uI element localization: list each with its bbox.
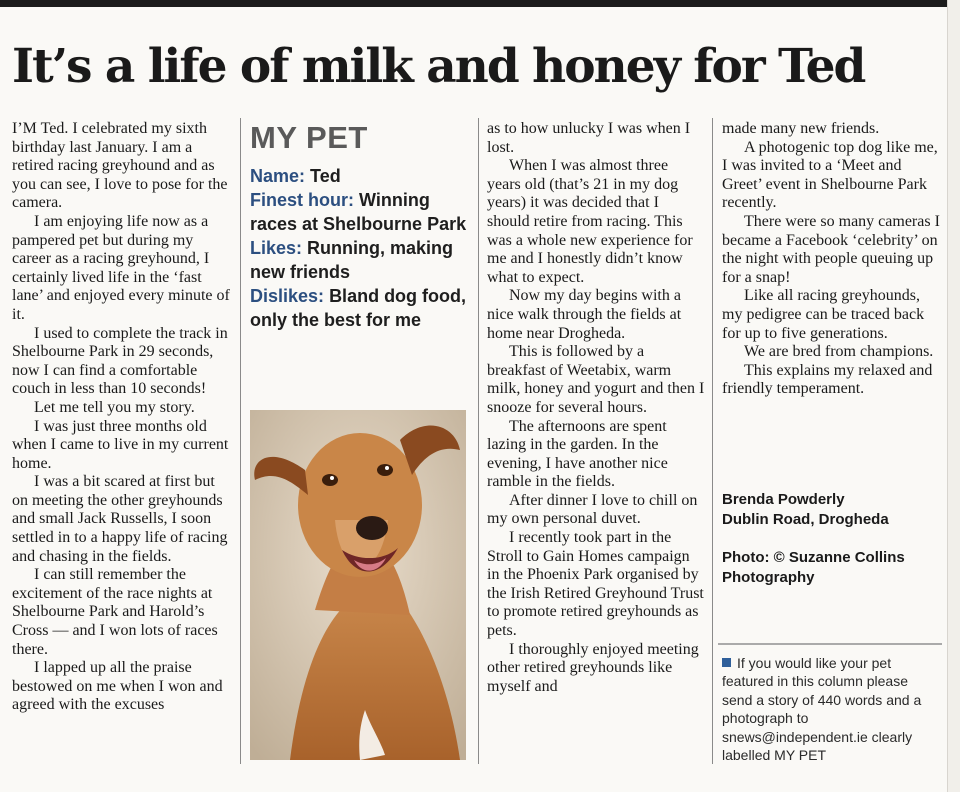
author-address: Dublin Road, Drogheda bbox=[722, 511, 889, 528]
fact-value: Bland dog food, only the best for me bbox=[250, 286, 467, 330]
fact-finest-hour bbox=[250, 188, 475, 236]
paragraph: I can still remember the excitement of the race nights at Shelbourne Park and Harold’s Cross — and I won lots of races there. bbox=[12, 566, 218, 658]
fact-likes bbox=[250, 236, 475, 284]
headline: It’s a life of milk and honey for Ted bbox=[12, 39, 865, 94]
paragraph: There were so many cameras I became a Facebook ‘celebrity’ on the night with people queuing up for a snap! bbox=[722, 212, 940, 286]
paragraph: I recently took part in the Stroll to Gain Homes campaign in the Phoenix Park organised by the Irish Retired Greyhound Trust to promote retired greyhounds as pets. bbox=[487, 529, 704, 640]
note-divider bbox=[718, 643, 942, 645]
paragraph: I thoroughly enjoyed meeting other retired greyhounds like myself and bbox=[487, 640, 699, 695]
column-divider bbox=[712, 118, 713, 764]
author-signoff bbox=[722, 490, 942, 530]
paragraph: The afternoons are spent lazing in the garden. In the evening, I have another nice ramble in the fields. bbox=[487, 417, 668, 491]
fact-dislikes bbox=[250, 284, 475, 332]
paragraph: I used to complete the track in Shelbourne Park in 29 seconds, now I can find a comfortable couch in less than 10 seconds! bbox=[12, 324, 228, 398]
fact-value: Ted bbox=[310, 166, 341, 186]
paragraph: I was just three months old when I came to live in my current home. bbox=[12, 417, 229, 472]
column-divider bbox=[478, 118, 479, 764]
paragraph: I am enjoying life now as a pampered pet but during my career as a racing greyhound, I certainly lived life in the ‘fast lane’ and enjoyed every minute of it. bbox=[12, 212, 230, 323]
fact-value: Running, making new friends bbox=[250, 238, 454, 282]
fact-value: Winning races at Shelbourne Park bbox=[250, 190, 467, 234]
paragraph: Now my day begins with a nice walk through the fields at home near Drogheda. bbox=[487, 287, 682, 342]
paragraph: I lapped up all the praise bestowed on me when I won and agreed with the excuses bbox=[12, 659, 223, 714]
paragraph: as to how unlucky I was when I lost. bbox=[487, 120, 691, 156]
fact-name bbox=[250, 164, 475, 188]
fact-label: Finest hour: bbox=[250, 190, 354, 210]
paragraph: This is followed by a breakfast of Weetabix, warm milk, honey and yogurt and then I snooze for several hours. bbox=[487, 343, 705, 416]
fact-label: Name: bbox=[250, 166, 306, 186]
submission-note-text: If you would like your pet featured in this column please send a story of 440 words and a photograph to snews@independent.ie clearly labelled MY PET bbox=[722, 655, 922, 764]
article-column-4 bbox=[722, 120, 940, 399]
paragraph: Like all racing greyhounds, my pedigree can be traced back for up to five generations. bbox=[722, 287, 925, 342]
greyhound-photo bbox=[250, 410, 466, 760]
adjacent-page-edge bbox=[948, 0, 960, 792]
bullet-square-icon bbox=[722, 658, 731, 667]
article-column-3 bbox=[487, 120, 705, 696]
paragraph: I was a bit scared at first but on meeting the other greyhounds and small Jack Russells, I soon settled in to a happy life of racing and chasing in the fields. bbox=[12, 473, 228, 565]
photo-credit-line: Photography bbox=[722, 569, 815, 586]
submission-note bbox=[722, 654, 940, 764]
paragraph: After dinner I love to chill on my own personal duvet. bbox=[487, 491, 698, 528]
photo-credit bbox=[722, 548, 942, 588]
pet-fact-box bbox=[250, 164, 475, 332]
paragraph: I’M Ted. I celebrated my sixth birthday last January. I am a retired racing greyhound and as you can see, I love to pose for the camera. bbox=[12, 120, 228, 212]
author-name: Brenda Powderly bbox=[722, 491, 845, 508]
fact-label: Dislikes: bbox=[250, 286, 325, 306]
fact-label: Likes: bbox=[250, 238, 303, 258]
paragraph: When I was almost three years old (that’s 21 in my dog years) it was decided that I should retire from racing. This was a whole new experience for me and I honestly didn’t know what to expect. bbox=[487, 157, 693, 286]
paragraph: made many new friends. bbox=[722, 120, 880, 137]
photo-credit-line: Photo: © Suzanne Collins bbox=[722, 549, 905, 566]
article-column-1 bbox=[12, 120, 230, 715]
my-pet-title: MY PET bbox=[250, 120, 368, 155]
paragraph: A photogenic top dog like me, I was invited to a ‘Meet and Greet’ event in Shelbourne Park recently. bbox=[722, 138, 938, 212]
top-rule bbox=[0, 0, 960, 7]
paragraph: This explains my relaxed and friendly temperament. bbox=[722, 361, 933, 398]
paragraph: We are bred from champions. bbox=[744, 343, 934, 361]
column-divider bbox=[240, 118, 241, 764]
paragraph: Let me tell you my story. bbox=[34, 398, 195, 416]
